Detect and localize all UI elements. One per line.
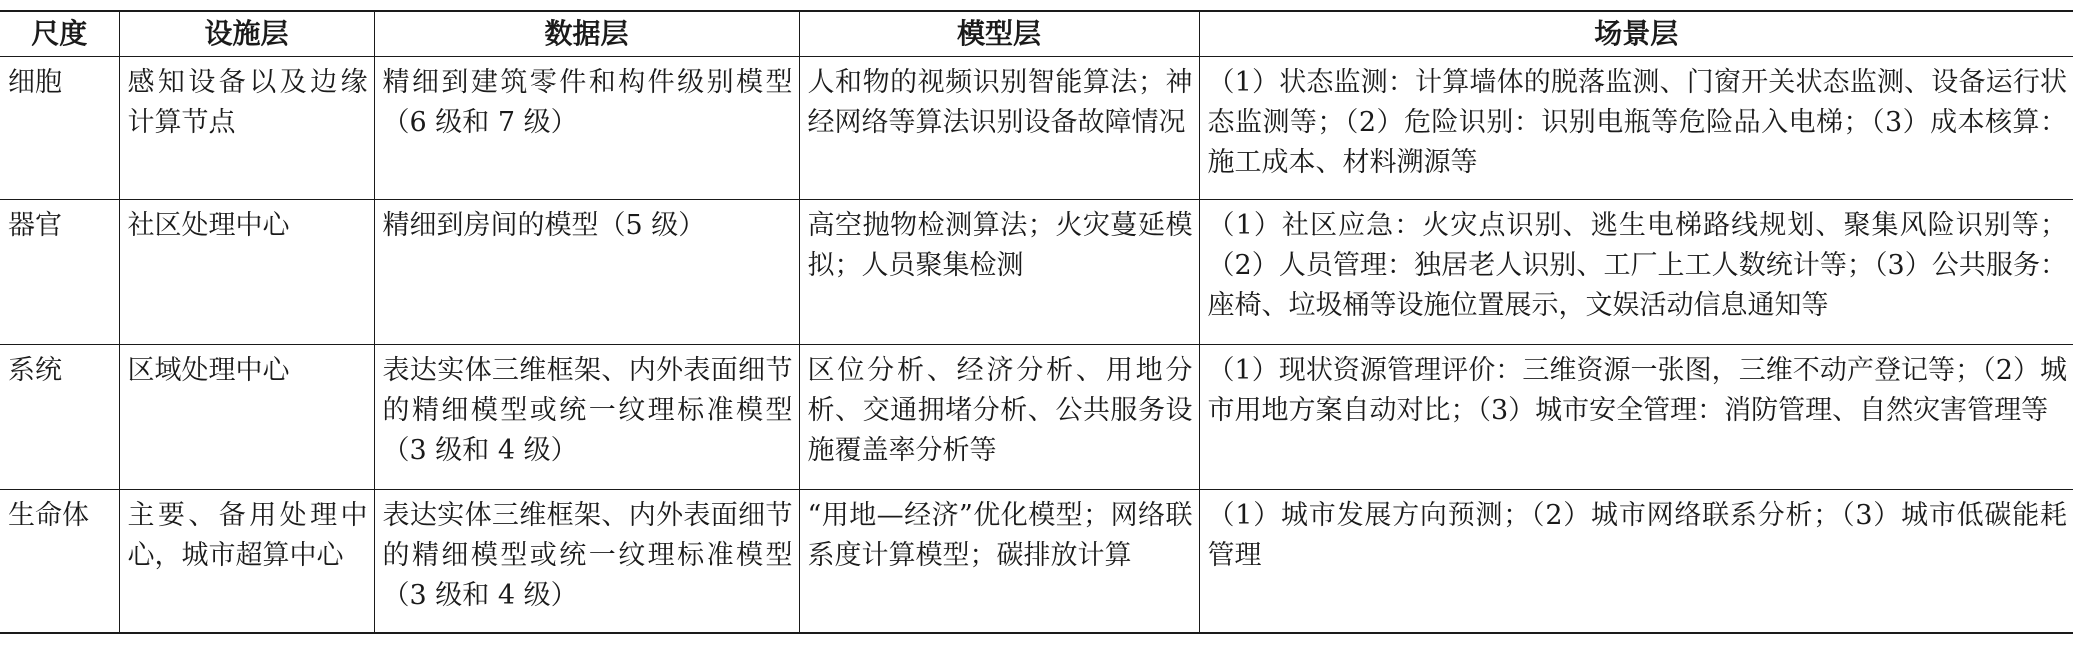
cell-scale: 系统 (0, 345, 119, 490)
header-scene-layer: 场景层 (1199, 11, 2073, 57)
header-facility-layer: 设施层 (119, 11, 374, 57)
header-row (0, 11, 2073, 57)
cell-scene: （1）现状资源管理评价：三维资源一张图，三维不动产登记等；（2）城市用地方案自动对比；（3）城市安全管理：消防管理、自然灾害管理等 (1199, 345, 2073, 490)
cell-facility: 感知设备以及边缘计算节点 (119, 57, 374, 200)
header-scale: 尺度 (0, 11, 119, 57)
cell-scene: （1）城市发展方向预测；（2）城市网络联系分析；（3）城市低碳能耗管理 (1199, 490, 2073, 634)
table-row (0, 200, 2073, 345)
cell-model: 人和物的视频识别智能算法；神经网络等算法识别设备故障情况 (799, 57, 1199, 200)
framework-table (0, 10, 2073, 634)
cell-model: 高空抛物检测算法；火灾蔓延模拟；人员聚集检测 (799, 200, 1199, 345)
header-model-layer: 模型层 (799, 11, 1199, 57)
table-row (0, 490, 2073, 634)
cell-data: 表达实体三维框架、内外表面细节的精细模型或统一纹理标准模型（3 级和 4 级） (374, 345, 799, 490)
table-row (0, 57, 2073, 200)
header-data-layer: 数据层 (374, 11, 799, 57)
cell-facility: 社区处理中心 (119, 200, 374, 345)
cell-scale: 器官 (0, 200, 119, 345)
table-row (0, 345, 2073, 490)
cell-data: 表达实体三维框架、内外表面细节的精细模型或统一纹理标准模型（3 级和 4 级） (374, 490, 799, 634)
cell-data: 精细到房间的模型（5 级） (374, 200, 799, 345)
cell-model: “用地—经济”优化模型；网络联系度计算模型；碳排放计算 (799, 490, 1199, 634)
cell-scale: 细胞 (0, 57, 119, 200)
cell-scale: 生命体 (8, 500, 89, 531)
cell-facility: 主要、备用处理中心，城市超算中心 (119, 490, 374, 634)
cell-facility: 区域处理中心 (119, 345, 374, 490)
cell-scene: （1）状态监测：计算墙体的脱落监测、门窗开关状态监测、设备运行状态监测等；（2）危险识别：识别电瓶等危险品入电梯；（3）成本核算：施工成本、材料溯源等 (1199, 57, 2073, 200)
cell-data: 精细到建筑零件和构件级别模型（6 级和 7 级） (374, 57, 799, 200)
cell-scene: （1）社区应急：火灾点识别、逃生电梯路线规划、聚集风险识别等；（2）人员管理：独居老人识别、工厂上工人数统计等；（3）公共服务：座椅、垃圾桶等设施位置展示，文娱活动信息通知等 (1199, 200, 2073, 345)
cell-model: 区位分析、经济分析、用地分析、交通拥堵分析、公共服务设施覆盖率分析等 (799, 345, 1199, 490)
